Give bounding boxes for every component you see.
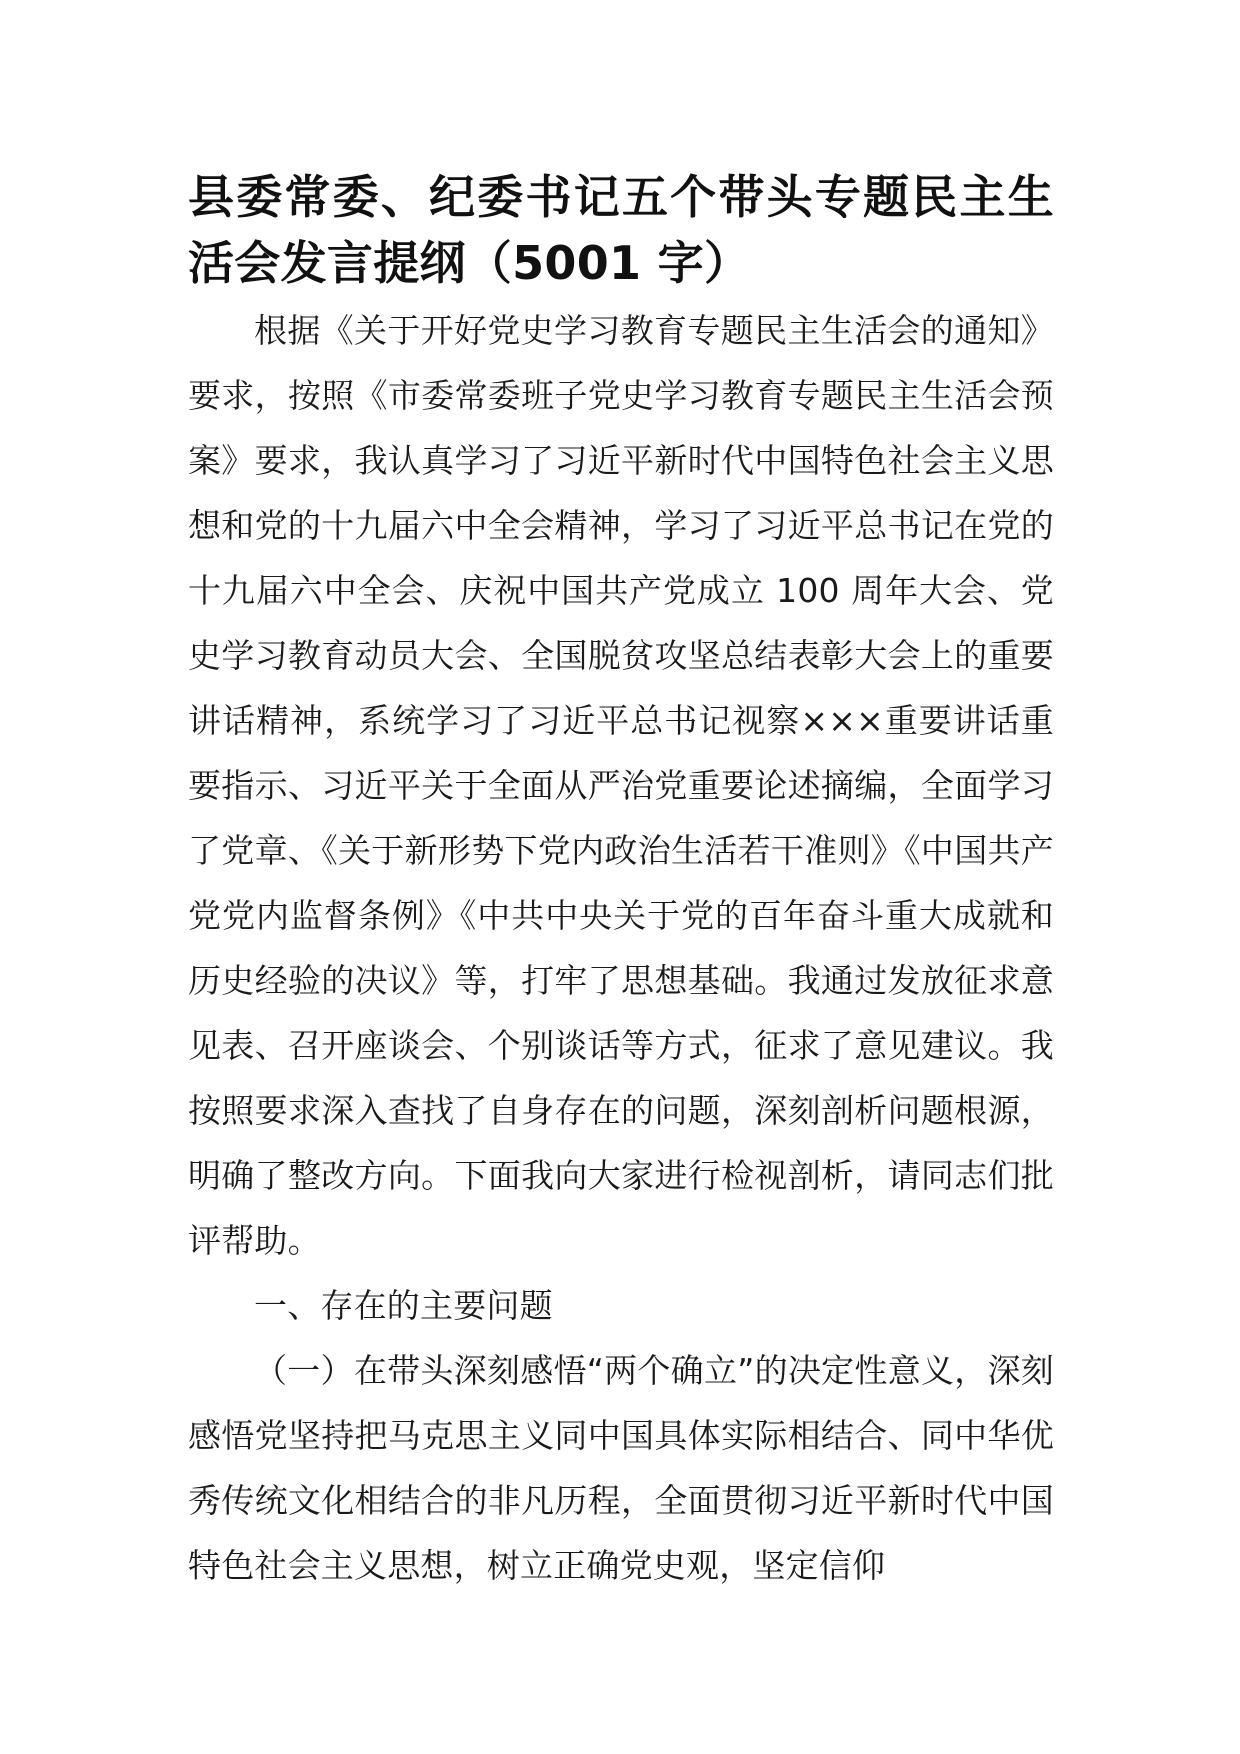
document-content: [188, 164, 1054, 1598]
subsection-paragraph: （一）在带头深刻感悟“两个确立”的决定性意义，深刻感悟党坚持把马克思主义同中国具体实际相结合、同中华优秀传统文化相结合的非凡历程，全面贯彻习近平新时代中国特色社会主义思想，树立正确党史观，坚定信仰: [188, 1351, 1054, 1585]
intro-paragraph: 根据《关于开好党史学习教育专题民主生活会的通知》要求，按照《市委常委班子党史学习教育专题民主生活会预案》要求，我认真学习了习近平新时代中国特色社会主义思想和党的十九届六中全会精神，学习了习近平总书记在党的十九届六中全会、庆祝中国共产党成立 100 周年大会、党史学习教育动员大会、全国脱贫攻坚总结表彰大会上的重要讲话精神，系统学习了习近平总书记视察×××重要讲话重要指示、习近平关于全面从严治党重要论述摘编，全面学习了党章、《关于新形势下党内政治生活若干准则》《中国共产党党内监督条例》《中共中央关于党的百年奋斗重大成就和历史经验的决议》等，打牢了思想基础。我通过发放征求意见表、召开座谈会、个别谈话等方式，征求了意见建议。我按照要求深入查找了自身存在的问题，深刻剖析问题根源，明确了整改方向。下面我向大家进行检视剖析，请同志们批评帮助。: [188, 311, 1054, 1260]
document-title: 县委常委、纪委书记五个带头专题民主生活会发言提纲（5001 字）: [188, 170, 1054, 290]
section-heading: 一、存在的主要问题: [254, 1286, 553, 1325]
